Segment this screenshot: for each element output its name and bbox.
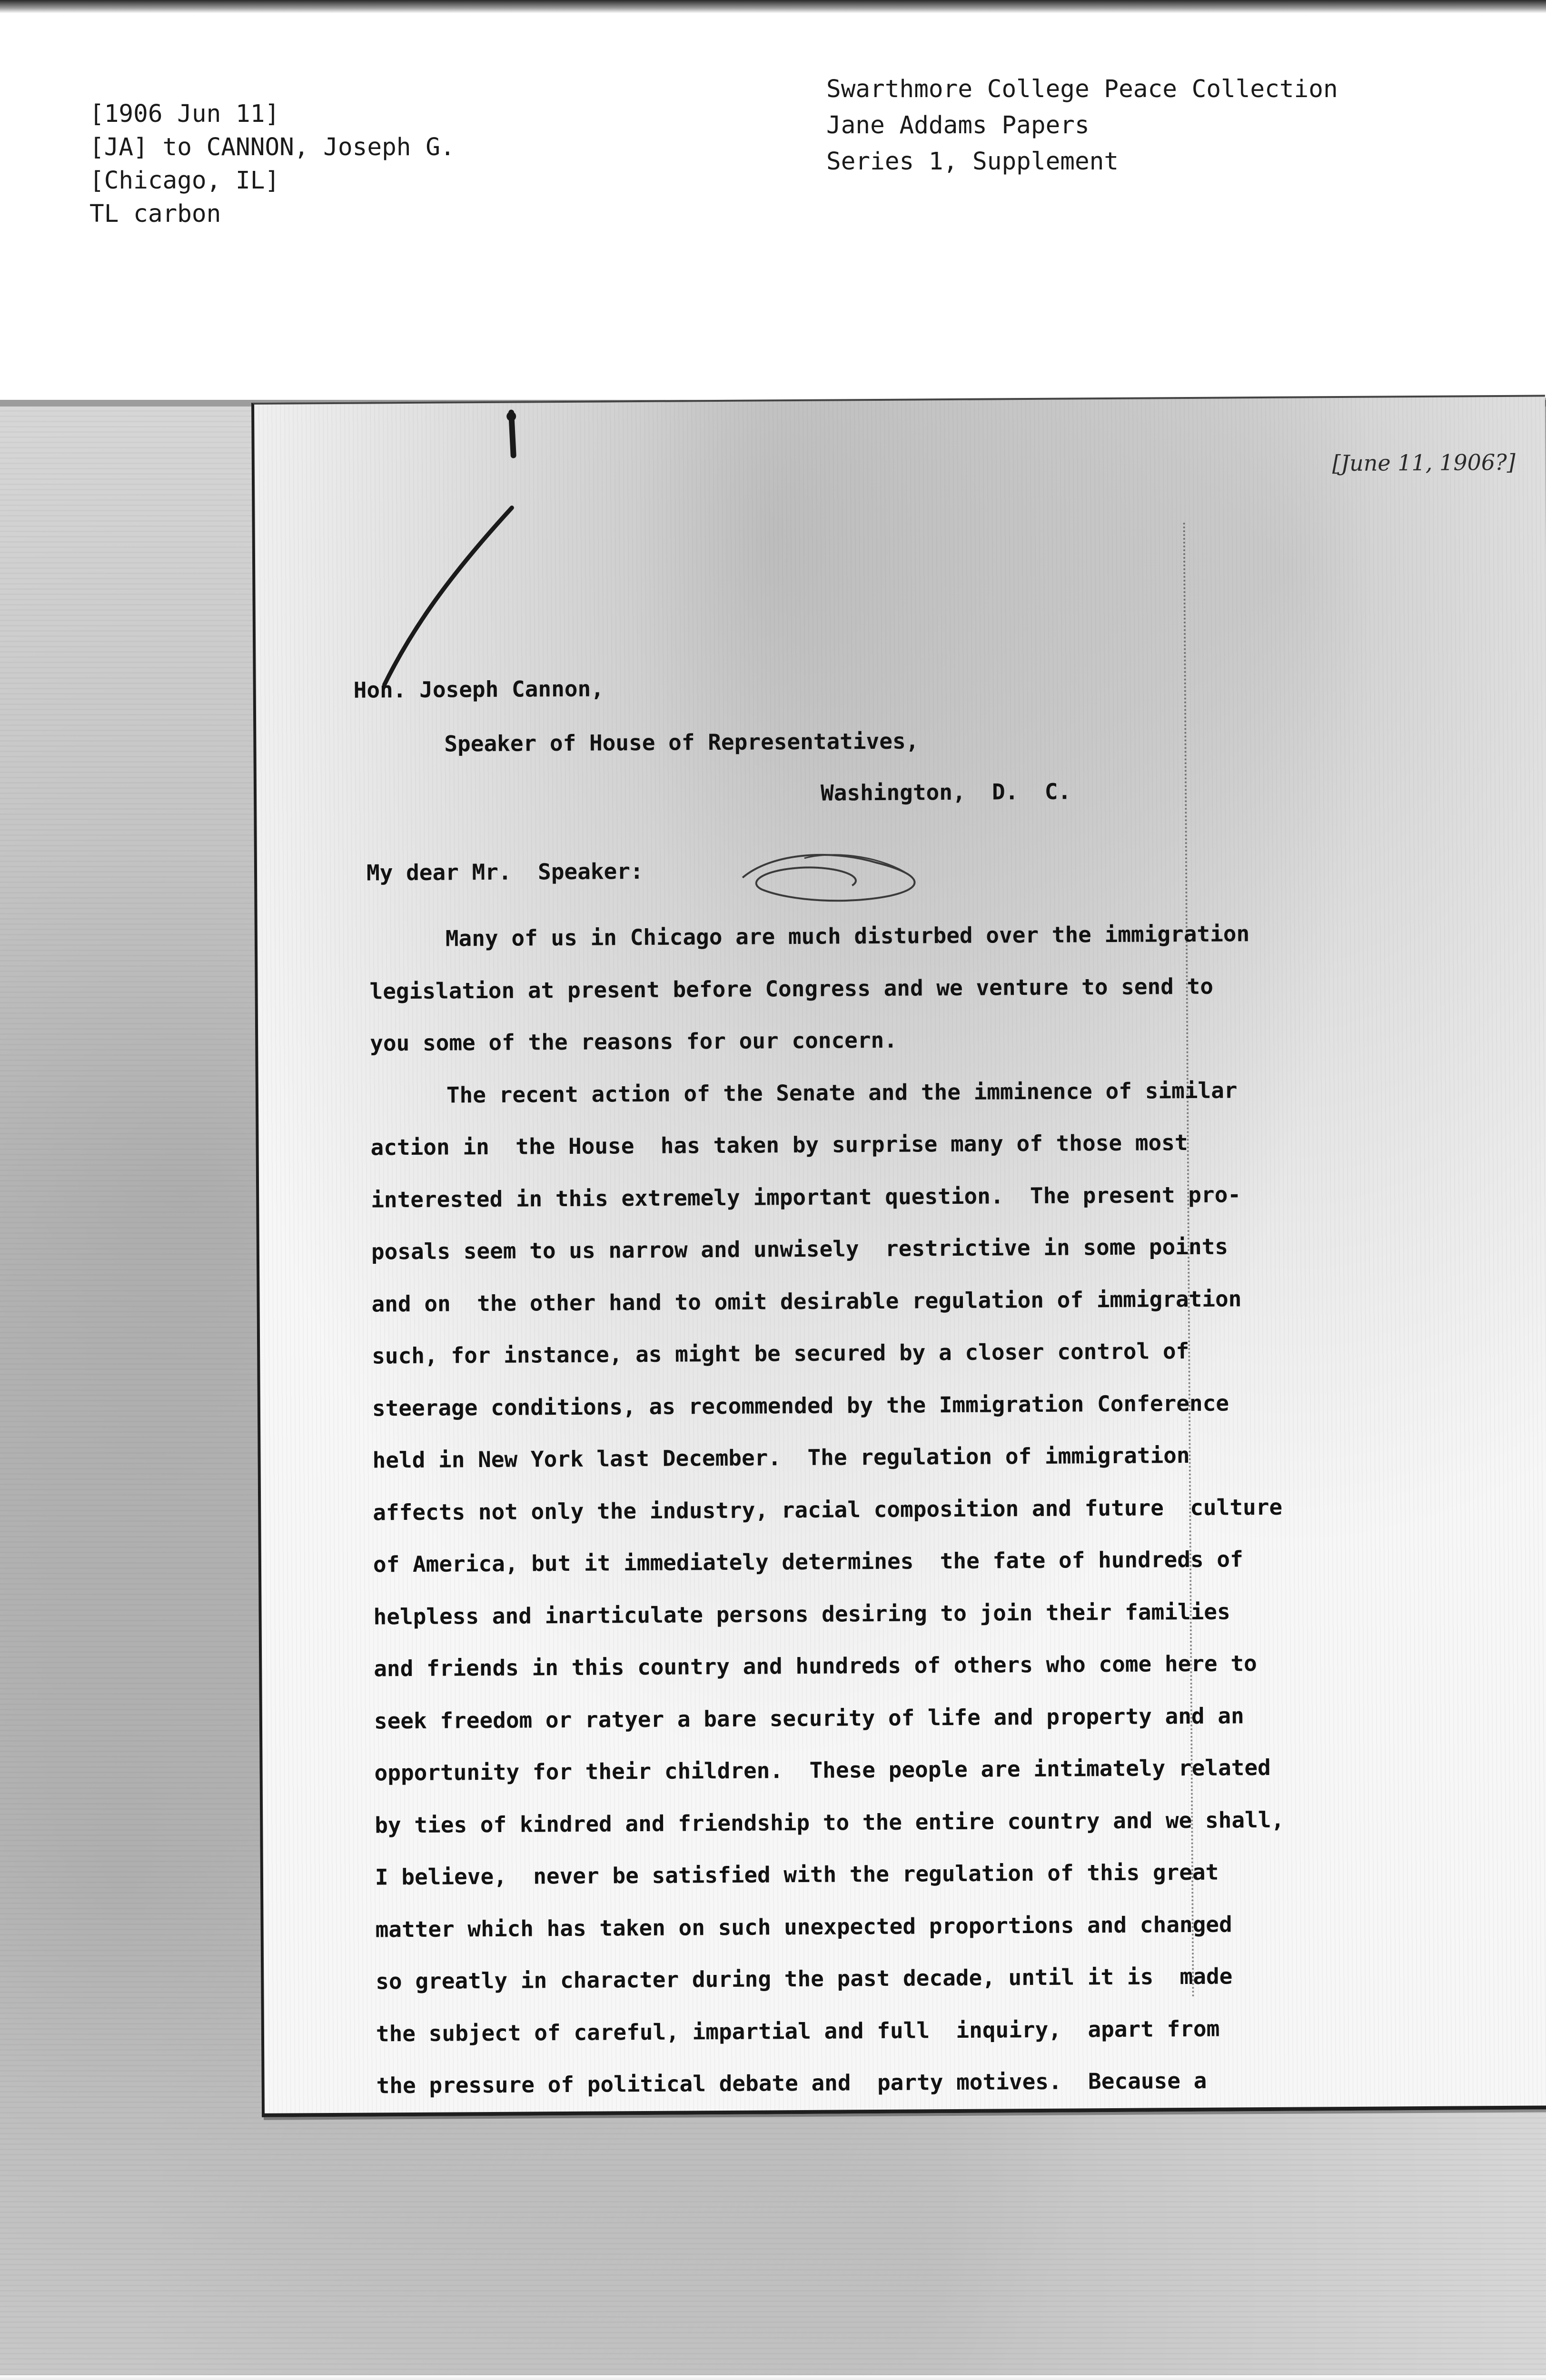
letter-body bbox=[369, 906, 1519, 2112]
body-line: the subject of careful, impartial and full inquiry, apart from bbox=[376, 2015, 1220, 2046]
body-line: of America, but it immediately determines the fate of hundreds of bbox=[373, 1546, 1243, 1577]
metadata-collection: Swarthmore College Peace Collection bbox=[826, 75, 1338, 103]
metadata-date: [1906 Jun 11] bbox=[89, 100, 280, 128]
body-line: matter which has taken on such unexpected proportions and changed bbox=[375, 1911, 1232, 1942]
body-line: helpless and inarticulate persons desiring to join their families bbox=[373, 1598, 1230, 1629]
archive-metadata-right bbox=[826, 71, 1338, 180]
letter-text bbox=[254, 397, 1546, 2113]
recipient-title: Speaker of House of Representatives, bbox=[444, 728, 919, 757]
body-line: so greatly in character during the past decade, until it is made bbox=[376, 1963, 1233, 1994]
scan-top-edge bbox=[0, 0, 1546, 13]
recipient-location: Washington, D. C. bbox=[820, 778, 1071, 806]
body-line: such, for instance, as might be secured by a closer control of bbox=[372, 1338, 1189, 1369]
body-line: and friends in this country and hundreds of others who come here to bbox=[374, 1650, 1257, 1682]
metadata-correspondents: [JA] to CANNON, Joseph G. bbox=[89, 133, 455, 161]
salutation: My dear Mr. Speaker: bbox=[366, 858, 644, 886]
body-line: legislation at present before Congress and we venture to send to bbox=[369, 973, 1214, 1004]
body-line: seek freedom or ratyer a bare security of life and property and an bbox=[374, 1702, 1244, 1734]
body-line: The recent action of the Senate and the imminence of similar bbox=[446, 1077, 1238, 1108]
body-line: affects not only the industry, racial composition and future culture bbox=[373, 1494, 1283, 1525]
body-line: you some of the reasons for our concern. bbox=[370, 1027, 898, 1056]
body-line: interested in this extremely important question. The present pro- bbox=[371, 1181, 1241, 1212]
letter-sheet bbox=[251, 395, 1546, 2117]
archive-metadata-left bbox=[89, 98, 455, 231]
body-line: Many of us in Chicago are much disturbed over the immigration bbox=[445, 921, 1250, 952]
recipient-name: Hon. Joseph Cannon, bbox=[353, 675, 605, 703]
handwritten-date: [June 11, 1906?] bbox=[1332, 449, 1516, 476]
body-line: opportunity for their children. These people are intimately related bbox=[374, 1754, 1271, 1786]
scan-bottom-edge bbox=[0, 2375, 1546, 2380]
metadata-papers: Jane Addams Papers bbox=[826, 111, 1090, 139]
body-line: posals seem to us narrow and unwisely restrictive in some points bbox=[371, 1233, 1229, 1265]
body-line: by ties of kindred and friendship to the entire country and we shall, bbox=[375, 1806, 1285, 1838]
metadata-series: Series 1, Supplement bbox=[826, 148, 1119, 176]
body-line: the pressure of political debate and party motives. Because a bbox=[376, 2067, 1207, 2099]
body-line: held in New York last December. The regulation of immigration bbox=[372, 1442, 1190, 1473]
body-line: action in the House has taken by surprise many of those most bbox=[370, 1130, 1188, 1160]
body-line: steerage conditions, as recommended by the Immigration Conference bbox=[372, 1389, 1229, 1421]
metadata-place: [Chicago, IL] bbox=[89, 167, 280, 195]
body-line: and on the other hand to omit desirable regulation of immigration bbox=[371, 1285, 1242, 1317]
metadata-format: TL carbon bbox=[89, 200, 221, 228]
body-line: I believe, never be satisfied with the regulation of this great bbox=[375, 1859, 1219, 1890]
